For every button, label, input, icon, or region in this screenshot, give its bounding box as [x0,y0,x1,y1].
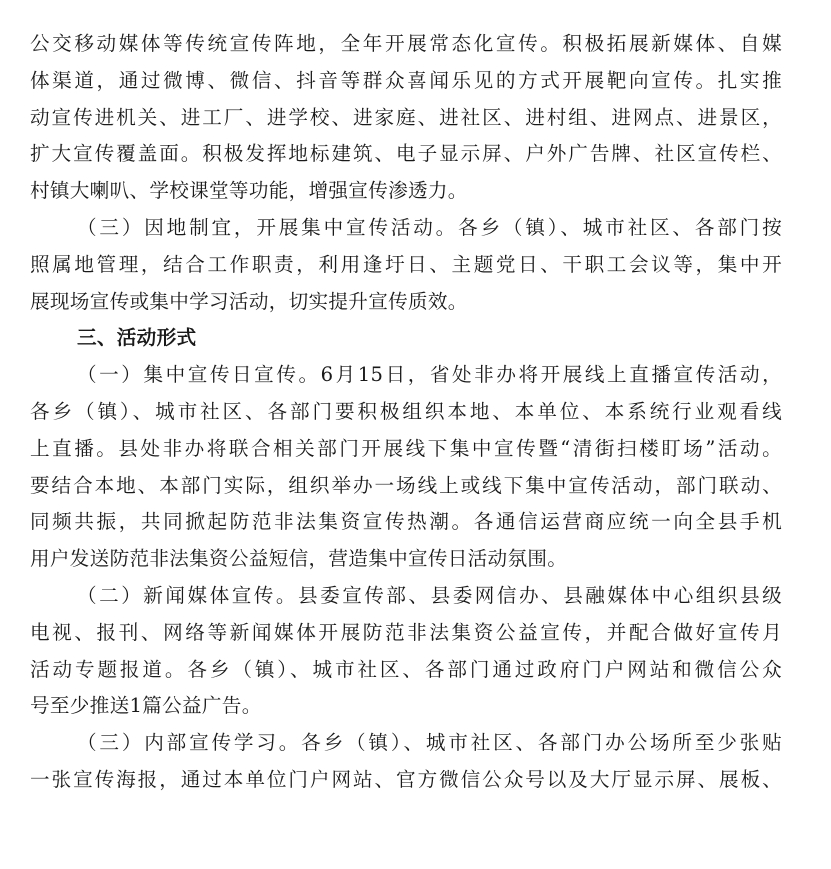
text-line: 照属地管理，结合工作职责，利用逢圩日、主题党日、干职工会议等，集中开 [30,252,782,276]
document-body [30,26,782,799]
text-line: 要结合本地、本部门实际，组织举办一场线上或线下集中宣传活动，部门联动、 [30,473,782,497]
text-line: 公交移动媒体等传统宣传阵地，全年开展常态化宣传。积极拓展新媒体、自媒 [30,32,782,55]
text-line: 活动专题报道。各乡（镇）、城市社区、各部门通过政府门户网站和微信公众 [30,657,782,681]
paragraph-line: （三）因地制宜，开展集中宣传活动。各乡（镇）、城市社区、各部门按 [77,215,782,239]
paragraph-line: （二）新闻媒体宣传。县委宣传部、县委网信办、县融媒体中心组织县级 [77,583,782,607]
text-line: 展现场宣传或集中学习活动，切实提升宣传质效。 [30,289,468,313]
section-heading: 三、活动形式 [77,326,197,350]
text-line: 电视、报刊、网络等新闻媒体开展防范非法集资公益宣传，并配合做好宣传月 [30,620,782,644]
text-line: 用户发送防范非法集资公益短信，营造集中宣传日活动氛围。 [30,547,568,571]
paragraph-line: （一）集中宣传日宣传。6月15日，省处非办将开展线上直播宣传活动， [77,363,782,387]
paragraph-line: （三）内部宣传学习。各乡（镇）、城市社区、各部门办公场所至少张贴 [77,731,782,755]
text-line: 动宣传进机关、进工厂、进学校、进家庭、进社区、进村组、进网点、进景区， [30,105,782,129]
text-line: 扩大宣传覆盖面。积极发挥地标建筑、电子显示屏、户外广告牌、社区宣传栏、 [30,142,782,166]
text-line: 村镇大喇叭、学校课堂等功能，增强宣传渗透力。 [30,179,468,203]
text-line: 上直播。县处非办将联合相关部门开展线下集中宣传暨“清街扫楼盯场”活动。 [30,436,782,460]
text-line: 号至少推送1篇公益广告。 [30,694,262,718]
text-line: 体渠道，通过微博、微信、抖音等群众喜闻乐见的方式开展靶向宣传。扎实推 [30,68,782,92]
text-line: 同频共振，共同掀起防范非法集资宣传热潮。各通信运营商应统一向全县手机 [30,510,782,534]
text-line: 各乡（镇）、城市社区、各部门要积极组织本地、本单位、本系统行业观看线 [30,399,782,423]
text-line: 一张宣传海报，通过本单位门户网站、官方微信公众号以及大厅显示屏、展板、 [30,767,782,791]
